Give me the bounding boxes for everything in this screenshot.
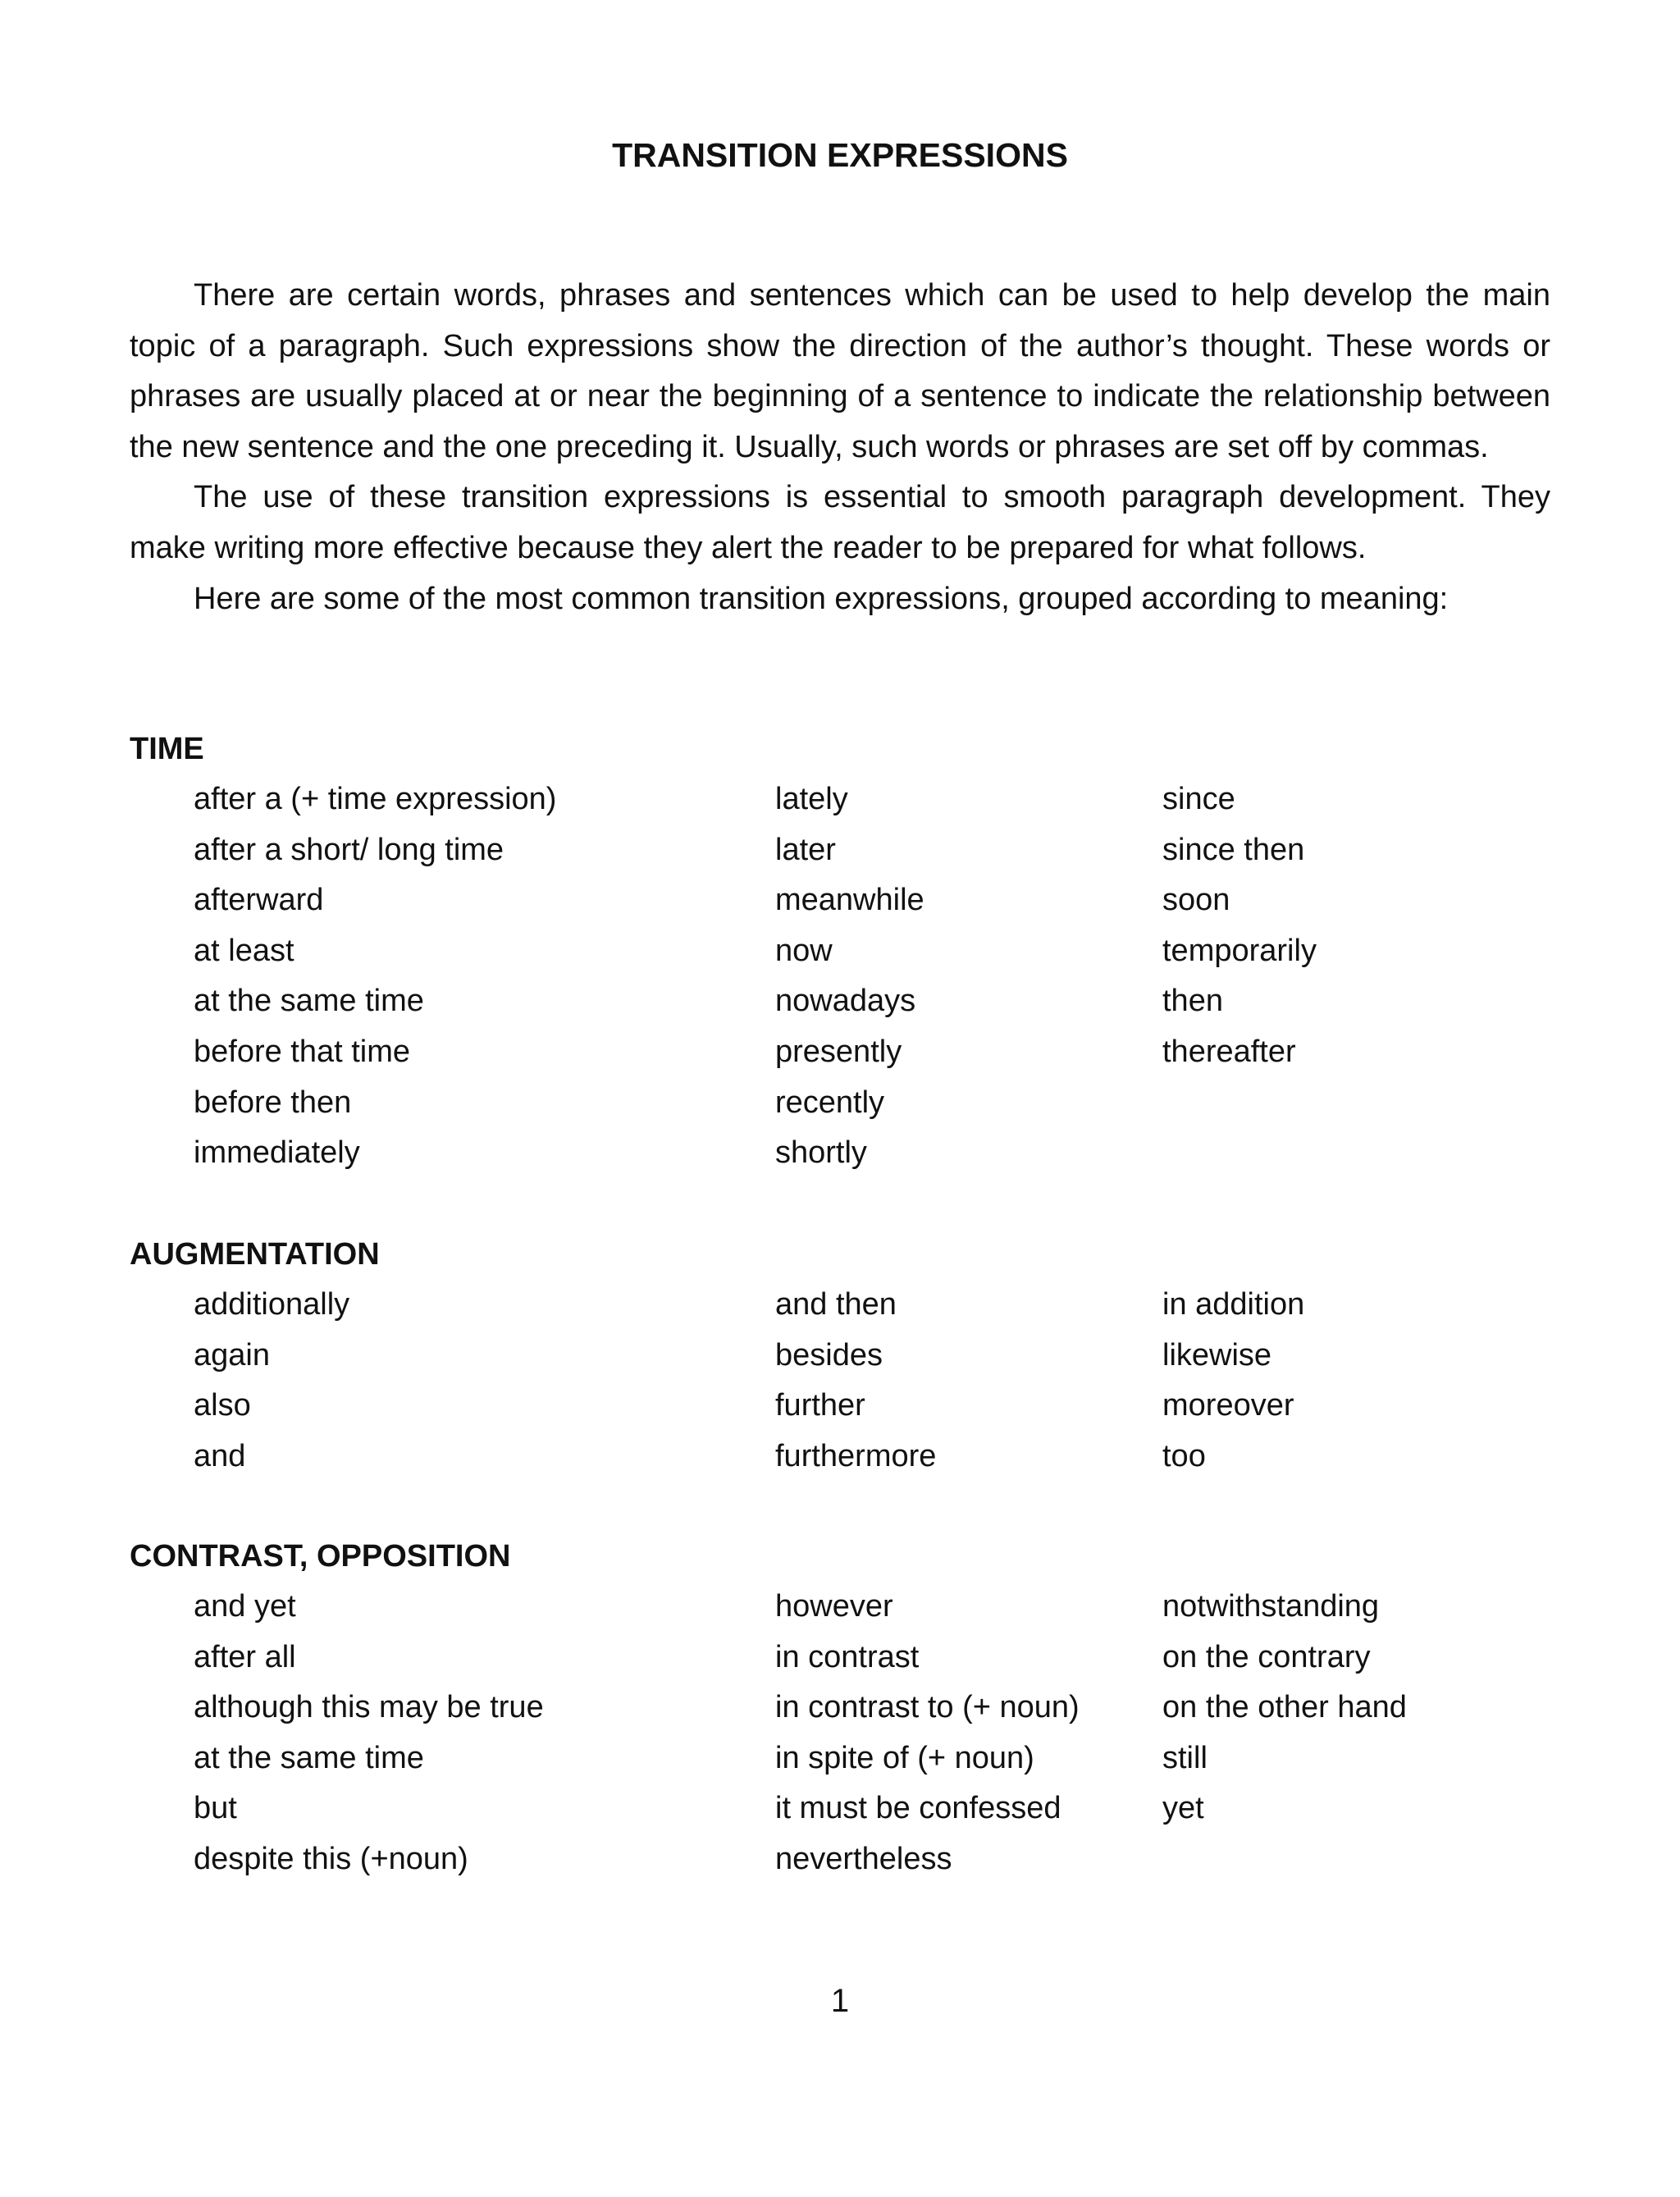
word-item: and yet (194, 1589, 296, 1624)
word-item: at the same time (194, 1740, 424, 1775)
word-item: then (1162, 984, 1223, 1019)
word-item: after a short/ long time (194, 832, 504, 867)
word-item: moreover (1162, 1388, 1294, 1423)
document-title: TRANSITION EXPRESSIONS (612, 136, 1068, 174)
document-page (130, 0, 1550, 2197)
word-item: also (194, 1388, 251, 1423)
word-item: meanwhile (775, 883, 924, 918)
word-item: additionally (194, 1287, 350, 1322)
word-item: presently (775, 1034, 902, 1069)
word-item: after all (194, 1639, 296, 1674)
section-heading-contrast: CONTRAST, OPPOSITION (130, 1539, 511, 1574)
word-item: still (1162, 1740, 1208, 1775)
word-list-time (194, 774, 1550, 1171)
word-column (775, 774, 1162, 1171)
section-heading-augmentation: AUGMENTATION (130, 1237, 380, 1272)
word-column (775, 1280, 1162, 1473)
word-item: thereafter (1162, 1034, 1296, 1069)
word-list-contrast (194, 1582, 1550, 1876)
word-column (1162, 774, 1550, 1069)
word-item: in addition (1162, 1287, 1305, 1322)
word-item: since (1162, 782, 1235, 816)
word-item: it must be confessed (775, 1791, 1061, 1826)
intro-text (130, 271, 1550, 624)
word-item: and then (775, 1287, 897, 1322)
word-item: soon (1162, 883, 1230, 918)
word-item: afterward (194, 883, 324, 918)
word-item: in contrast to (+ noun) (775, 1690, 1080, 1725)
word-item: since then (1162, 832, 1305, 867)
word-item: but (194, 1791, 237, 1826)
word-item: in contrast (775, 1639, 920, 1674)
word-item: on the other hand (1162, 1690, 1407, 1725)
intro-paragraph: Here are some of the most common transition expressions, grouped according to meaning: (194, 581, 1449, 616)
word-item: immediately (194, 1135, 360, 1171)
word-item: recently (775, 1085, 885, 1120)
word-item: nowadays (775, 984, 916, 1019)
word-item: before that time (194, 1034, 411, 1069)
word-column (194, 1582, 775, 1876)
word-item: temporarily (1162, 933, 1317, 968)
word-item: later (775, 832, 836, 867)
page-number: 1 (830, 1983, 850, 2019)
word-item: however (775, 1589, 893, 1624)
word-column (775, 1582, 1162, 1876)
word-item: after a (+ time expression) (194, 782, 557, 816)
word-item: although this may be true (194, 1690, 544, 1725)
word-item: at the same time (194, 984, 424, 1019)
word-column (1162, 1280, 1550, 1473)
word-item: now (775, 933, 833, 968)
word-item: on the contrary (1162, 1639, 1371, 1674)
word-item: nevertheless (775, 1841, 952, 1876)
word-item: in spite of (+ noun) (775, 1740, 1034, 1775)
word-item: besides (775, 1337, 883, 1373)
word-item: yet (1162, 1791, 1204, 1826)
word-item: despite this (+noun) (194, 1841, 468, 1876)
word-column (194, 1280, 775, 1473)
word-column (194, 774, 775, 1171)
word-item: lately (775, 782, 848, 816)
word-item: notwithstanding (1162, 1589, 1380, 1624)
intro-paragraph: There are certain words, phrases and sentences which can be used to help develop the main topic of a paragraph. Such expressions show the direction of the author’s thought. These words or phrases are usually placed at or near the beginning of a sentence to indicate the relationship between the new sentence and the one preceding it. Usually, such words or phrases are set off by commas. (130, 278, 1550, 464)
word-item: further (775, 1388, 865, 1423)
word-item: furthermore (775, 1438, 937, 1473)
word-list-augmentation (194, 1280, 1550, 1473)
intro-paragraph: The use of these transition expressions is essential to smooth paragraph development. They make writing more effective because they alert the reader to be prepared for what follows. (130, 480, 1550, 565)
word-item: again (194, 1337, 270, 1373)
word-column (1162, 1582, 1550, 1826)
word-item: at least (194, 933, 294, 968)
word-item: shortly (775, 1135, 867, 1171)
word-item: likewise (1162, 1337, 1272, 1373)
word-item: before then (194, 1085, 352, 1120)
word-item: and (194, 1438, 246, 1473)
word-item: too (1162, 1438, 1206, 1473)
section-heading-time: TIME (130, 732, 204, 766)
